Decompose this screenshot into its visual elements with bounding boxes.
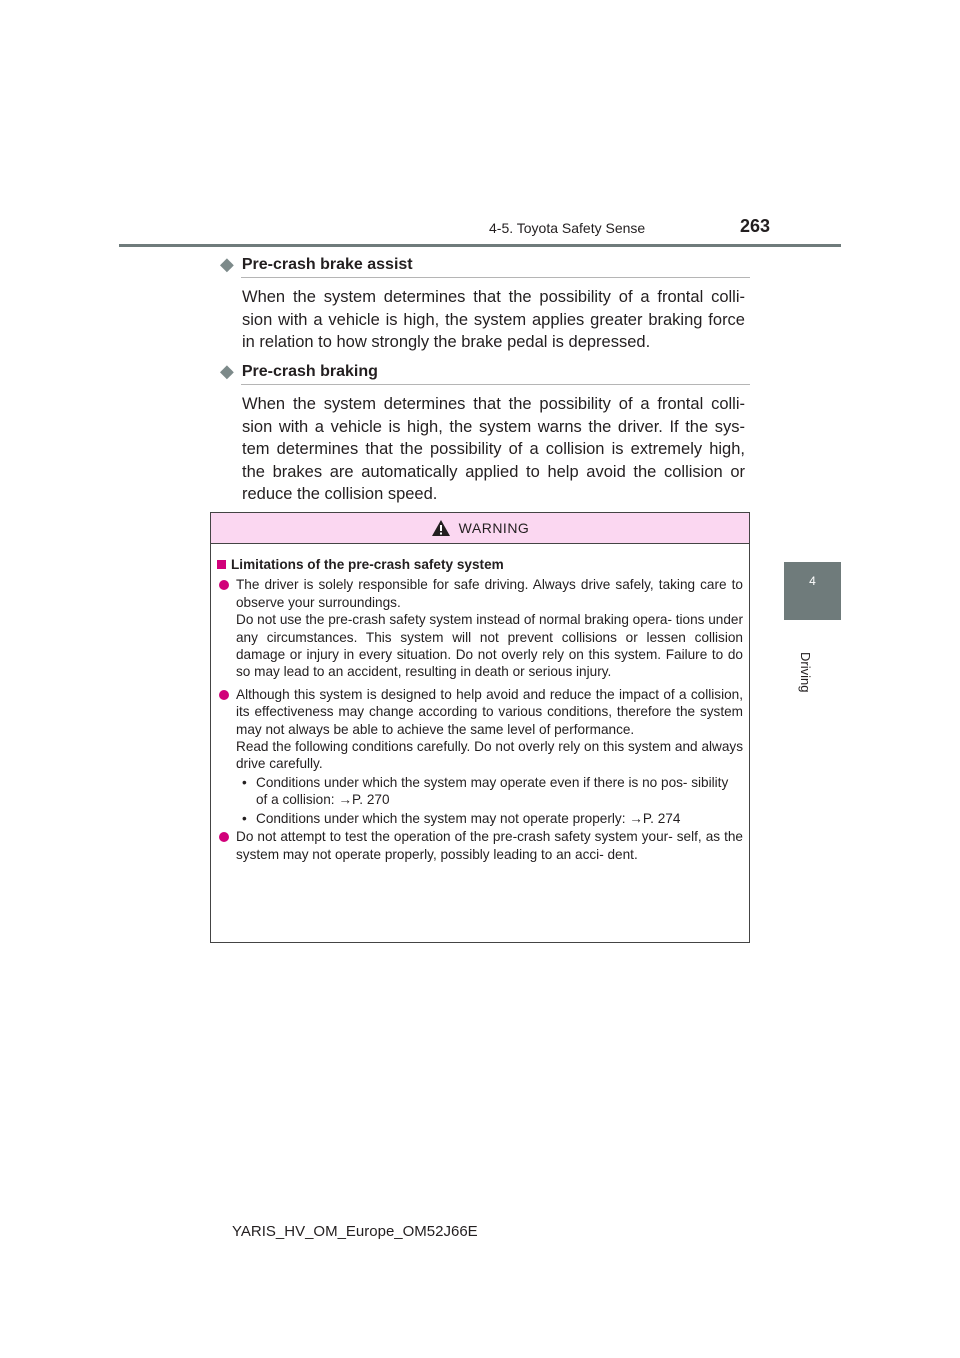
section-title: 4-5. Toyota Safety Sense [489, 220, 646, 236]
chapter-number: 4 [809, 574, 816, 588]
section-heading-text: Pre-crash braking [241, 362, 378, 380]
dot-bullet-icon: • [242, 810, 247, 826]
diamond-icon: ◆ [220, 361, 234, 381]
warning-triangle-icon [431, 519, 451, 537]
bullet-paragraph: Read the following conditions carefully. Do not overly rely on this system and always drive carefully. [236, 739, 743, 772]
bullet-paragraph: The driver is solely responsible for safe driving. Always drive safely, taking care to observe your surroundings. [236, 577, 743, 610]
diamond-icon: ◆ [220, 254, 234, 274]
warning-label: WARNING [458, 520, 530, 536]
section-heading [220, 361, 378, 382]
sub-item [217, 774, 743, 809]
warning-bullet [217, 828, 743, 863]
dot-bullet-icon: • [242, 774, 247, 790]
sub-item-text: Conditions under which the system may not operate properly: →P. 274 [256, 810, 681, 826]
warning-title [217, 556, 743, 573]
section-heading-text: Pre-crash brake assist [241, 255, 413, 273]
page-number: 263 [740, 216, 771, 236]
chapter-tab-block [784, 562, 841, 620]
sub-list [217, 774, 743, 827]
bullet-paragraph: Do not use the pre-crash safety system instead of normal braking opera- tions under any circumstances. This system will not prevent collisions or lessen collision damage or injury in every situation. Do not overly rely on this system. Failure to do so may lead to an accident, resulting in death or serious injury. [236, 612, 744, 680]
section-heading [220, 254, 413, 275]
heading-rule [241, 277, 750, 278]
warning-title-text: Limitations of the pre-crash safety system [231, 557, 504, 572]
bullet-paragraph: Although this system is designed to help avoid and reduce the impact of a collision, its effectiveness may change according to various conditions, therefore the system may not always be able to achieve the same level of performance. [236, 686, 743, 737]
section-body: When the system determines that the possibility of a frontal colli- sion with a vehicle is high, the system applies greater braking force in relation to how strongly the brake pedal is depressed. [242, 288, 745, 352]
sub-item [217, 810, 743, 827]
header-rule [119, 244, 841, 247]
warning-body [211, 544, 749, 863]
warning-header [211, 513, 749, 544]
warning-bullet [217, 686, 743, 773]
square-bullet-icon [217, 560, 226, 569]
circle-bullet-icon [219, 832, 229, 842]
warning-bullet [217, 576, 743, 680]
document-id: YARIS_HV_OM_Europe_OM52J66E [232, 1223, 478, 1240]
sub-item-text: Conditions under which the system may operate even if there is no pos- sibility of a collision: →P. 270 [256, 774, 729, 808]
heading-rule [241, 384, 750, 385]
circle-bullet-icon [219, 580, 229, 590]
bullet-paragraph: Do not attempt to test the operation of the pre-crash safety system your- self, as the system may not operate properly, possibly leading to an acci- dent. [236, 829, 743, 862]
warning-box [210, 512, 750, 943]
circle-bullet-icon [219, 690, 229, 700]
chapter-label: Driving [798, 652, 813, 693]
section-body: When the system determines that the possibility of a frontal colli- sion with a vehicle is high, the system warns the driver. If the sys- tem determines that the possibility of a collision is extremely high, the brakes are automatically applied to help avoid the collision or reduce the collision speed. [242, 395, 745, 504]
